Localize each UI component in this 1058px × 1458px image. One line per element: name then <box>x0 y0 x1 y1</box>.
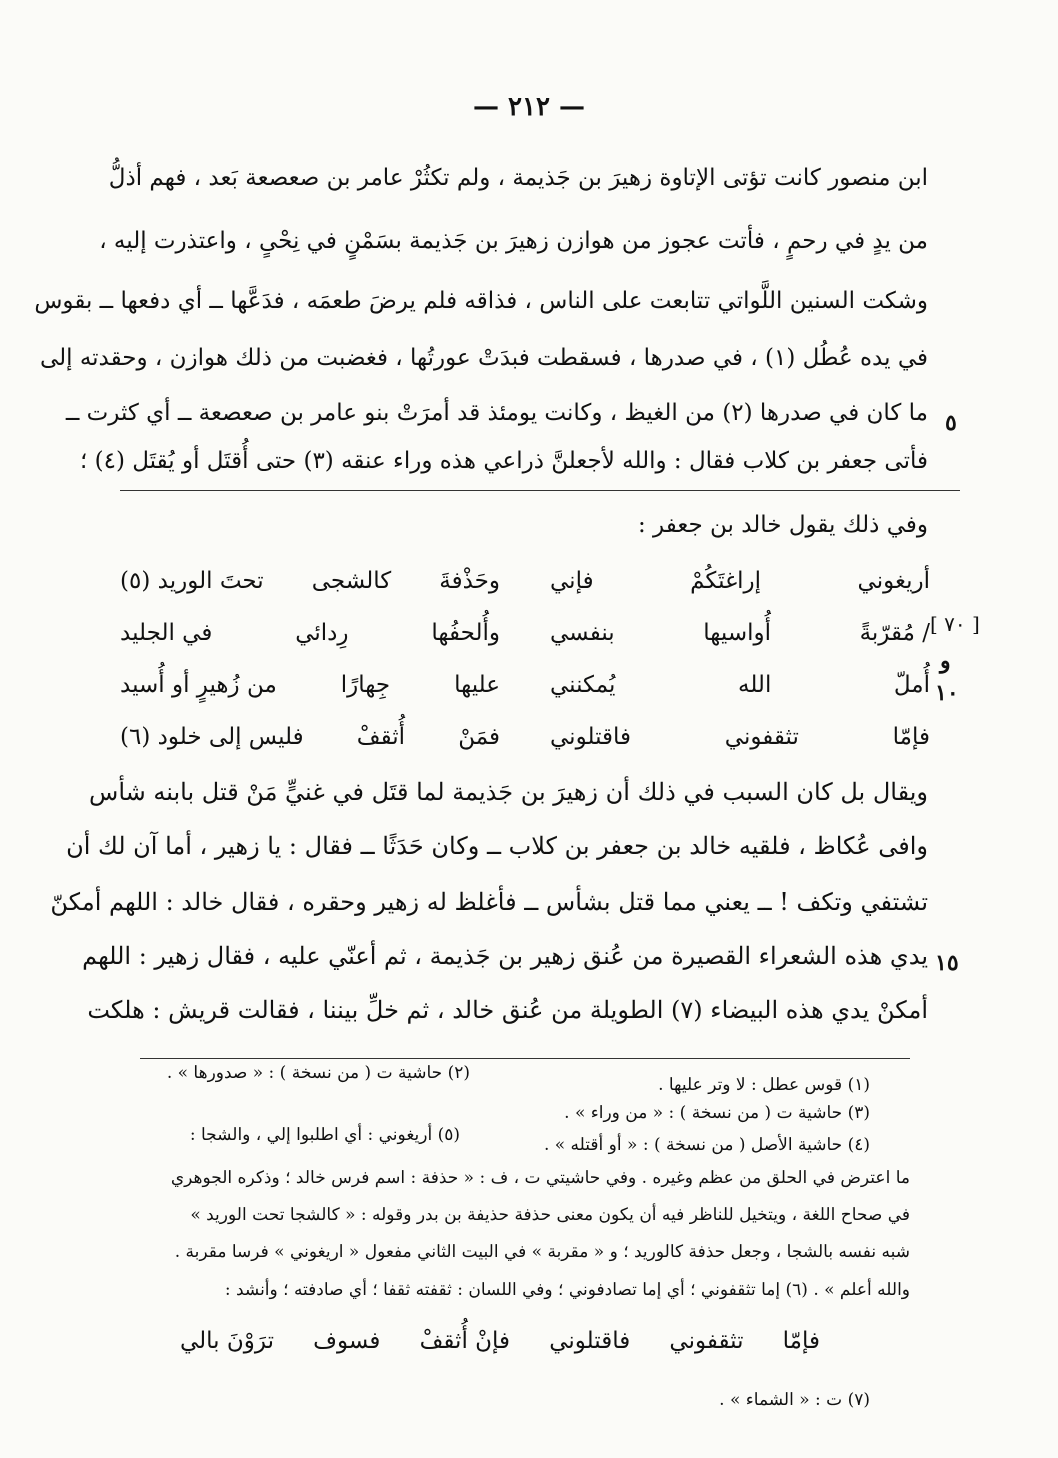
verse-word: بنفسي <box>550 620 615 646</box>
main-line-2: من يدٍ في رحمٍ ، فأتت عجوز من هوازن زهيرَ بن جَذيمة بسَمْنٍ في نِحْىٍ ، واعتذرت إليه ، <box>99 228 928 254</box>
verse-word: تثقفوني <box>724 724 799 750</box>
margin-waw: و <box>940 648 951 674</box>
verse-4 <box>120 724 930 774</box>
verse-word: فليس إلى خلود (٦) <box>120 724 304 750</box>
verse-4-first-hemistich <box>550 724 930 750</box>
footnote-4: (٤) حاشية الأصل ( من نسخة ) : « أو أقتله » . <box>543 1135 870 1155</box>
verse-2-first-hemistich <box>550 620 930 646</box>
verse-word: رِدائي <box>295 620 349 646</box>
verse-word: إراغتَكُمْ <box>690 568 761 594</box>
verse-word: أريغوني <box>857 568 930 594</box>
verse-word: أُملّ <box>893 672 930 698</box>
verse-word: فمَنْ <box>458 724 500 750</box>
verse-word: ترَوْنَ بالي <box>180 1328 274 1354</box>
verse-3 <box>120 672 930 722</box>
verse-1-first-hemistich <box>550 568 930 594</box>
margin-page-marker: [ ٧٠ ] <box>930 612 980 636</box>
verse-2-second-hemistich <box>120 620 500 646</box>
prose-line-5: أمكنْ يدي هذه البيضاء (٧) الطويلة من عُنق خالد ، ثم خلِّ بيننا ، فقالت قريش : هلكت <box>87 996 928 1024</box>
intro-line: وفي ذلك يقول خالد بن جعفر : <box>637 512 928 538</box>
prose-line-1: ويقال بل كان السبب في ذلك أن زهيرَ بن جَذيمة لما قتَل في غنيٍّ مَنْ قتل بابنه شأس <box>89 778 928 806</box>
footnote-rule <box>140 1058 910 1059</box>
verse-word: فاقتلوني <box>550 724 632 750</box>
verse-word: / مُقرّبةً <box>859 620 930 646</box>
verse-word: أُثقفْ <box>356 724 406 750</box>
prose-line-4: يدي هذه الشعراء القصيرة من عُنق زهير بن جَذيمة ، ثم أعنّي عليه ، فقال زهير : اللهم <box>82 942 928 970</box>
footnote-continuation-line: في صحاح اللغة ، ويتخيل للناظر فيه أن يكون معنى حذفة حذيفة بن بدر وقوله : « كالشجا تحت الوريد » <box>190 1205 910 1225</box>
verse-1 <box>120 568 930 618</box>
main-line-6: فأتى جعفر بن كلاب فقال : والله لأجعلنَّ ذراعي هذه وراء عنقه (٣) حتى أُقتَل أو يُقتَل (٤) ؛ <box>80 448 928 474</box>
line-number-10: ١٠ <box>935 680 959 706</box>
verse-word: الله <box>737 672 772 698</box>
verse-word: فاقتلوني <box>549 1328 631 1354</box>
verse-word: يُمكنني <box>550 672 616 698</box>
verse-word: جِهارًا <box>340 672 391 698</box>
footnote-5: (٥) أريغوني : أي اطلبوا إلي ، والشجا : <box>189 1125 460 1145</box>
page-number: — ٢١٢ — <box>472 92 586 122</box>
verse-word: أُواسيها <box>703 620 771 646</box>
verse-2 <box>120 620 930 670</box>
verse-word: تحتَ الوريد (٥) <box>120 568 264 594</box>
verse-word: عليها <box>454 672 500 698</box>
verse-word: فإني <box>550 568 594 594</box>
footnote-continuation-line: ما اعترض في الحلق من عظم وغيره . وفي حاشيتي ت ، ف : « حذفة : اسم فرس خالد ؛ وذكره الجوهري <box>170 1168 910 1188</box>
verse-1-second-hemistich <box>120 568 500 594</box>
verse-word: فإمّا <box>782 1328 820 1354</box>
main-line-5: ما كان في صدرها (٢) من الغيظ ، وكانت يومئذ قد أمرَتْ بنو عامر بن صعصعة ــ أي كثرت ــ <box>65 400 928 426</box>
verse-word: وأُلحفُها <box>431 620 500 646</box>
verse-word: فإمّا <box>892 724 930 750</box>
footnote-2: (٢) حاشية ت ( من نسخة ) : « صدورها » . <box>166 1063 470 1083</box>
footnote-continuation-line: شبه نفسه بالشجا ، وجعل حذفة كالوريد ؛ و « مقربة » في البيت الثاني مفعول « اريغوني » فرسا مقربة . <box>174 1242 910 1262</box>
verse-4-second-hemistich <box>120 724 500 750</box>
verse-3-second-hemistich <box>120 672 500 698</box>
verse-word: من زُهيرٍ أو أُسيد <box>120 672 277 698</box>
prose-line-3: تشتفي وتكف ! ــ يعني مما قتل بشأس ــ فأغلظ له زهير وحقره ، فقال خالد : اللهم أمكنّ <box>50 888 928 916</box>
footnote-1: (١) قوس عطل : لا وتر عليها . <box>658 1075 870 1095</box>
footnote-7: (٧) ت : « الشماء » . <box>719 1390 870 1410</box>
verse-word: في الجليد <box>120 620 213 646</box>
verse-word: فإنْ أُثقفْ <box>419 1328 511 1354</box>
verse-word: فسوف <box>313 1328 381 1354</box>
section-rule <box>120 490 960 491</box>
footnote-cited-verse <box>180 1328 820 1354</box>
main-line-4: في يده عُطُل (١) ، في صدرها ، فسقطت فبدَتْ عورتُها ، فغضبت من ذلك هوازن ، وحقدته إلى <box>39 345 928 371</box>
verse-word: كالشجى <box>311 568 392 594</box>
main-line-1: ابن منصور كانت تؤتى الإتاوة زهيرَ بن جَذيمة ، ولم تكثُرْ عامر بن صعصعة بَعد ، فهم أذلُّ <box>108 165 928 191</box>
line-number-15: ١٥ <box>935 950 959 976</box>
line-number-5: ٥ <box>945 410 957 436</box>
prose-line-2: وافى عُكاظ ، فلقيه خالد بن جعفر بن كلاب ــ وكان حَدَثًا ــ فقال : يا زهير ، أما آن لك أن <box>66 832 928 860</box>
verse-3-first-hemistich <box>550 672 930 698</box>
verse-word: تثقفوني <box>669 1328 744 1354</box>
footnote-continuation-line: والله أعلم » . (٦) إما تثقفوني ؛ أي إما تصادفوني ؛ وفي اللسان : ثقفته ثقفا ؛ أي صادفته ؛ وأنشد : <box>224 1280 910 1300</box>
verse-word: وحَذْفةَ <box>439 568 500 594</box>
footnote-3: (٣) حاشية ت ( من نسخة ) : « من وراء » . <box>564 1103 870 1123</box>
main-line-3: وشكت السنين اللَّواتي تتابعت على الناس ، فذاقه فلم يرضَ طعمَه ، فدَعَّها ــ أي دفعها ــ بقوس <box>34 288 928 314</box>
